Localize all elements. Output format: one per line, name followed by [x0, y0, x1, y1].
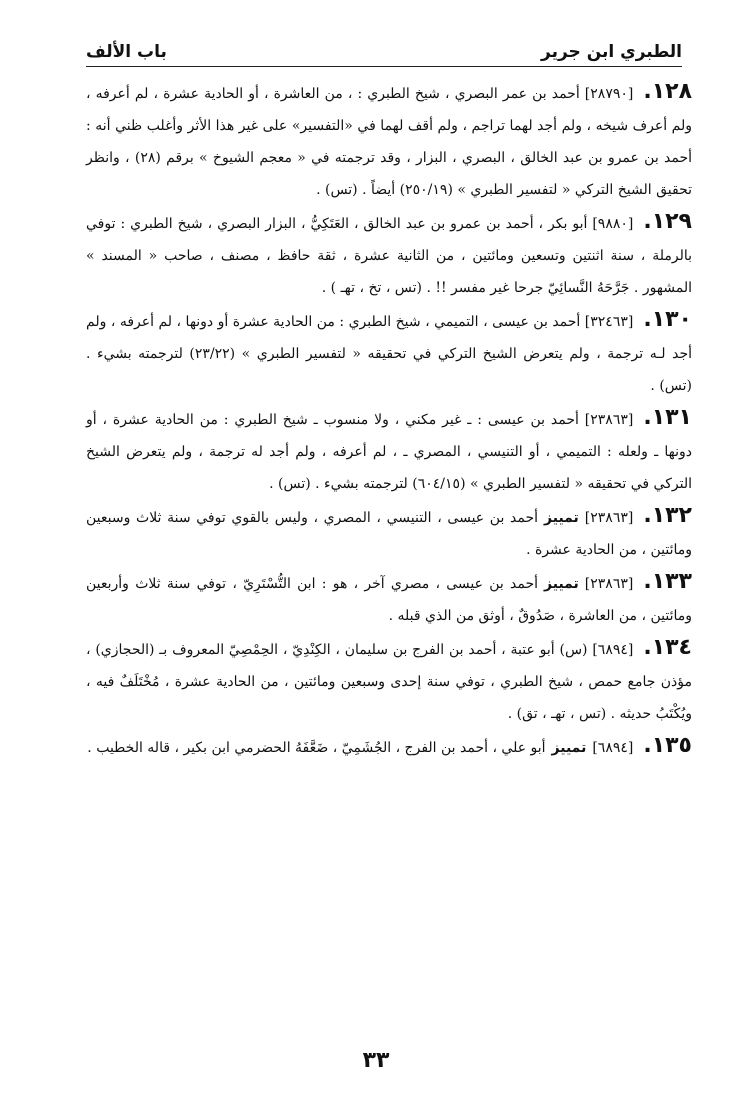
entry-number: ١٣٢.: [643, 503, 692, 528]
entry-number: ١٣٠.: [643, 307, 692, 332]
entry-number: ١٢٨.: [643, 79, 693, 104]
entry-text: [٩٨٨٠] أبو بكر ، أحمد بن عمرو بن عبد الخالق ، العَتَكِيُّ ، البزار البصري ، شيخ الطبري : توفي بالرملة ، سنة اثنتين وتسعين ومائتين ، من الثانية عشرة ، ثقة حافظ ، مصنف ، صاحب « المسند » المشهور . جَرَّحَهُ النَّسائِيّ جرحا غير مفسر !! . (تس ، تخ ، تهـ ) .: [86, 216, 692, 296]
entry-number: ١٣٣.: [643, 569, 692, 594]
entry-128: [86, 76, 692, 206]
entry-text: أحمد بن عيسى ، مصري آخر ، هو : ابن التُّسْتَرِيّ ، توفي سنة ثلاث وأربعين ومائتين ، من العاشرة ، صَدُوقٌ ، أوثق من الذي قبله .: [86, 576, 692, 624]
entry-text: أحمد بن عيسى ، التنيسي ، المصري ، وليس بالقوي توفي سنة ثلاث وسبعين ومائتين ، من الحادية عشرة .: [86, 510, 692, 558]
entry-text: [٦٨٩٤] (س) أبو عتبة ، أحمد بن الفرج بن سليمان ، الكِنْدِيّ ، الحِمْصِيّ المعروف بـ (الحجازي) ، مؤذن جامع حمص ، شيخ الطبري ، توفي سنة إحدى وسبعين ومائتين ، من الحادية عشرة ، مُخْتَلَفٌ فيه ، ويُكْتَبُ حديثه . (تس ، تهـ ، تق) .: [86, 642, 692, 722]
entry-131: [86, 402, 692, 500]
header-book-title: الطبري ابن جرير: [541, 42, 682, 62]
entry-ref: [٦٨٩٤]: [592, 740, 634, 756]
page-number: ٣٣: [362, 1048, 390, 1073]
entry-number: ١٢٩.: [643, 209, 692, 234]
entry-number: ١٣٥.: [643, 733, 692, 758]
running-header: [86, 34, 682, 67]
entry-134: [86, 632, 692, 730]
tamyiz-label: تمييز: [544, 576, 579, 592]
entry-number: ١٣١.: [643, 405, 692, 430]
entry-number: ١٣٤.: [643, 635, 692, 660]
header-section-title: باب الألف: [86, 42, 167, 62]
tamyiz-label: تمييز: [544, 510, 579, 526]
entry-129: [86, 206, 692, 304]
entry-135: [86, 730, 692, 764]
tamyiz-label: تمييز: [551, 740, 587, 756]
entry-text: [٢٣٨٦٣] أحمد بن عيسى : ـ غير مكني ، ولا منسوب ـ شيخ الطبري : من الحادية عشرة ، أو دونها ـ ولعله : التميمي ، أو التنيسي ، المصري ـ ، لم أعرفه ، ولم أجد له ترجمة ، ولم يتعرض الشيخ التركي في تحقيقه « لتفسير الطبري » (٦٠٤/١٥) لترجمته بشيء . (تس) .: [86, 412, 692, 492]
entries-body: [86, 76, 692, 764]
entry-132: [86, 500, 692, 566]
entry-133: [86, 566, 692, 632]
entry-text: أبو علي ، أحمد بن الفرج ، الجُشَمِيّ ، ضَعَّفَهُ الحضرمي ابن بكير ، قاله الخطيب .: [87, 740, 546, 756]
entry-text: [٢٨٧٩٠] أحمد بن عمر البصري ، شيخ الطبري : ، من العاشرة ، أو الحادية عشرة ، لم أعرفه ، ولم أعرف شيخه ، ولم أجد لهما تراجم ، ولم أقف لهما في «التفسير» على غير هذا الأثر وأغلب ظني أنه : أحمد بن عمرو بن عبد الخالق ، البصري ، البزار ، وقد ترجمته في « معجم الشيوخ » برقم (٢٨) ، وانظر تحقيق الشيخ التركي « لتفسير الطبري » (٢٥٠/١٩) أيضاً . (تس) .: [86, 86, 693, 198]
entry-ref: [٢٣٨٦٣]: [584, 576, 634, 592]
entry-text: [٣٢٤٦٣] أحمد بن عيسى ، التميمي ، شيخ الطبري : من الحادية عشرة أو دونها ، لم أعرفه ، ولم أجد لـه ترجمة ، ولم يتعرض الشيخ التركي في تحقيقه « لتفسير الطبري » (٢٣/٢٢) لترجمته بشيء . (تس) .: [86, 314, 692, 394]
entry-130: [86, 304, 692, 402]
entry-ref: [٢٣٨٦٣]: [584, 510, 634, 526]
